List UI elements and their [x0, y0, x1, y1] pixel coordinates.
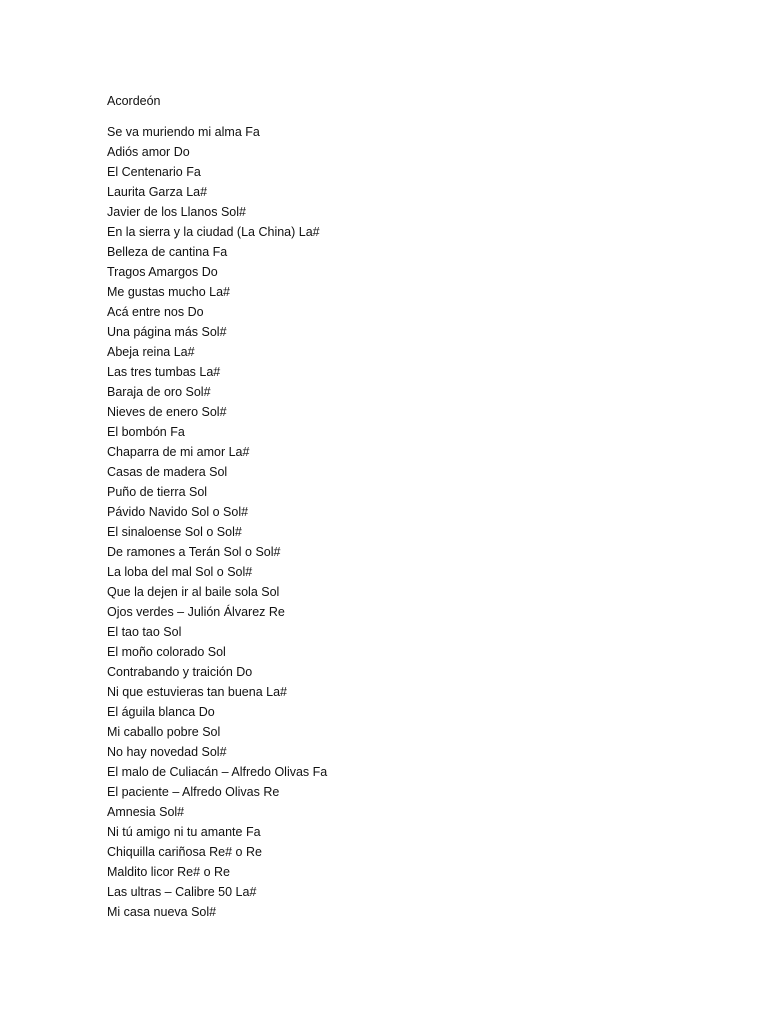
song-item: Adiós amor Do: [107, 145, 190, 159]
song-item: El Centenario Fa: [107, 165, 201, 179]
song-item: De ramones a Terán Sol o Sol#: [107, 545, 281, 559]
song-item: No hay novedad Sol#: [107, 745, 227, 759]
song-item: Laurita Garza La#: [107, 185, 208, 199]
document-title: Acordeón: [107, 94, 161, 108]
song-item: Las ultras – Calibre 50 La#: [107, 885, 257, 899]
song-item: El paciente – Alfredo Olivas Re: [107, 785, 280, 799]
song-item: El moño colorado Sol: [107, 645, 226, 659]
song-item: Maldito licor Re# o Re: [107, 865, 230, 879]
song-item: Casas de madera Sol: [107, 465, 228, 479]
song-item: Tragos Amargos Do: [107, 265, 218, 279]
song-list: [107, 122, 707, 922]
song-item: Chaparra de mi amor La#: [107, 445, 250, 459]
song-item: Que la dejen ir al baile sola Sol: [107, 585, 280, 599]
song-item: Mi caballo pobre Sol: [107, 725, 221, 739]
song-item: En la sierra y la ciudad (La China) La#: [107, 225, 320, 239]
song-item: Ojos verdes – Julión Álvarez Re: [107, 605, 285, 619]
song-item: Las tres tumbas La#: [107, 365, 221, 379]
song-item: Abeja reina La#: [107, 345, 195, 359]
song-item: Javier de los Llanos Sol#: [107, 205, 246, 219]
song-item: Chiquilla cariñosa Re# o Re: [107, 845, 262, 859]
song-item: Contrabando y traición Do: [107, 665, 253, 679]
document-body: [107, 91, 707, 922]
song-item: El tao tao Sol: [107, 625, 182, 639]
song-item: Belleza de cantina Fa: [107, 245, 228, 259]
song-item: El sinaloense Sol o Sol#: [107, 525, 242, 539]
song-item: El malo de Culiacán – Alfredo Olivas Fa: [107, 765, 328, 779]
song-item: Mi casa nueva Sol#: [107, 905, 217, 919]
song-item: Me gustas mucho La#: [107, 285, 230, 299]
song-item: Puño de tierra Sol: [107, 485, 208, 499]
song-item: La loba del mal Sol o Sol#: [107, 565, 253, 579]
song-item: Ni tú amigo ni tu amante Fa: [107, 825, 261, 839]
song-item: Pávido Navido Sol o Sol#: [107, 505, 249, 519]
song-item: Ni que estuvieras tan buena La#: [107, 685, 287, 699]
song-item: Nieves de enero Sol#: [107, 405, 227, 419]
song-item: El bombón Fa: [107, 425, 185, 439]
song-item: Amnesia Sol#: [107, 805, 185, 819]
song-item: Se va muriendo mi alma Fa: [107, 125, 260, 139]
song-item: Acá entre nos Do: [107, 305, 204, 319]
song-item: Una página más Sol#: [107, 325, 227, 339]
song-item: Baraja de oro Sol#: [107, 385, 211, 399]
song-item: El águila blanca Do: [107, 705, 215, 719]
